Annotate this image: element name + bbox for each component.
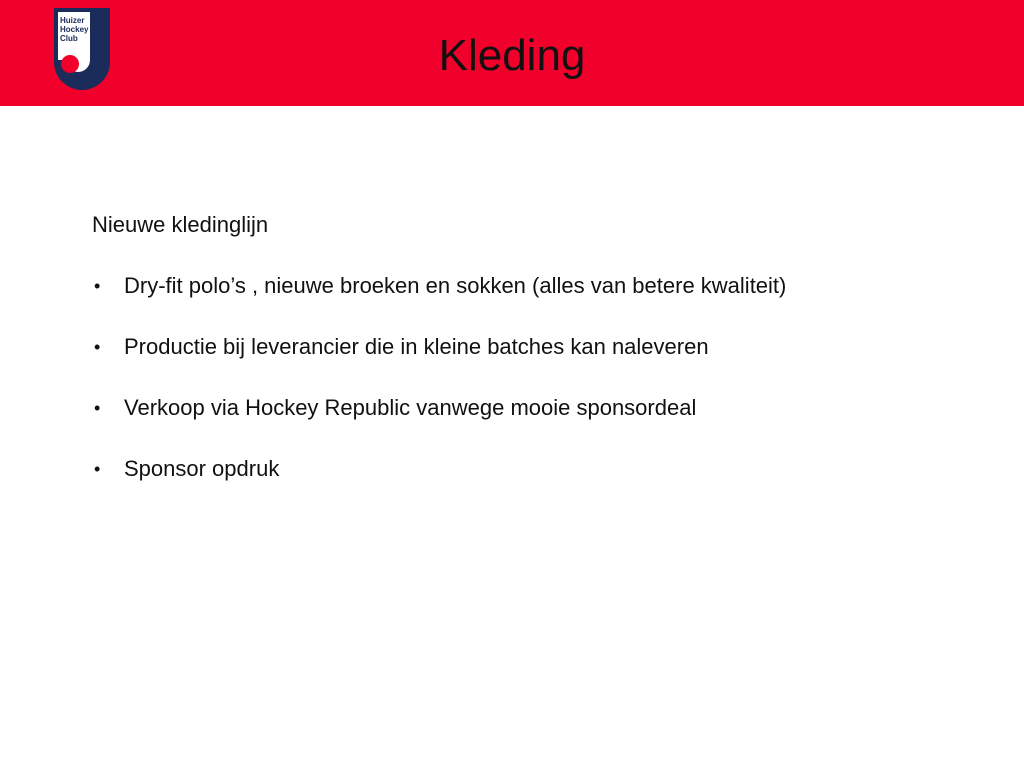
slide-content (92, 208, 972, 513)
slide-title: Kleding (438, 31, 586, 80)
logo-text-line3: Club (60, 34, 78, 43)
list-item-text: Sponsor opdruk (124, 456, 280, 481)
bullet-symbol: • (94, 276, 101, 296)
intro-text: Nieuwe kledinglijn (92, 212, 269, 237)
list-item (92, 330, 972, 364)
header-bar (0, 0, 1024, 106)
list-item (92, 391, 972, 425)
logo-text-line1: Huizer (60, 16, 85, 25)
list-item (92, 452, 972, 486)
bullet-symbol: • (94, 337, 101, 357)
list-item-text: Verkoop via Hockey Republic vanwege mooie sponsordeal (124, 395, 697, 420)
bullet-symbol: • (94, 459, 101, 479)
bullet-symbol: • (94, 398, 101, 418)
list-item (92, 269, 972, 303)
logo-text-line2: Hockey (60, 25, 89, 34)
bullet-list (92, 269, 972, 486)
list-item-text: Dry-fit polo’s , nieuwe broeken en sokken (alles van betere kwaliteit) (124, 273, 787, 298)
list-item-text: Productie bij leverancier die in kleine batches kan naleveren (124, 334, 709, 359)
